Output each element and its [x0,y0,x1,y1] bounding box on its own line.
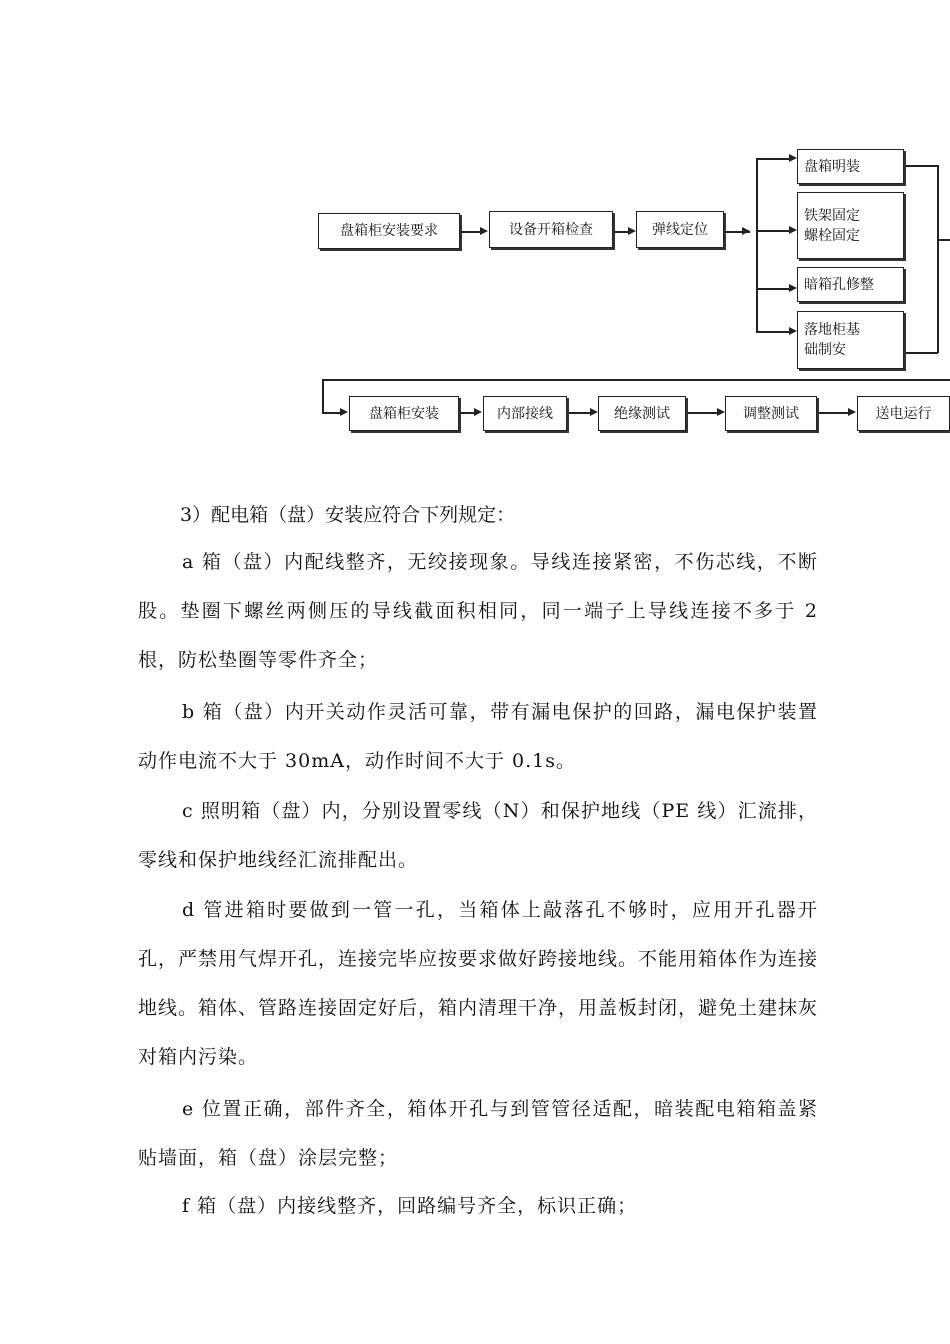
connector [322,412,340,414]
flow-branch-surface-mount: 盘箱明装 [797,149,904,184]
connector [756,230,790,232]
connector [461,412,475,414]
rule-e: e 位置正确，部件齐全，箱体开孔与到管管径适配，暗装配电箱箱盖紧贴墙面，箱（盘）涂层完整； [138,1098,818,1169]
arrow-head [789,327,797,335]
connector [569,412,591,414]
installation-flowchart [0,0,950,450]
rule-a: a 箱（盘）内配线整齐，无绞接现象。导线连接紧密，不伤芯线，不断股。垫圈下螺丝两侧压的导线截面积相同，同一端子上导线连接不多于 2 根，防松垫圈等零件齐全； [138,551,818,671]
arrow-head [628,227,636,235]
flow-step-internal-wiring: 内部接线 [483,396,567,431]
flow-step-adjustment-test: 调整测试 [725,396,817,431]
connector [688,412,718,414]
flow-step-requirements: 盘箱柜安装要求 [318,213,460,249]
section-heading: 3）配电箱（盘）安装应符合下列规定： [180,504,516,526]
rule-f: f 箱（盘）内接线整齐，回路编号齐全，标识正确； [182,1195,638,1217]
arrow-head [742,227,750,235]
connector [906,352,938,354]
flow-step-line-positioning: 弹线定位 [636,211,724,248]
rule-b: b 箱（盘）内开关动作灵活可靠，带有漏电保护的回路，漏电保护装置动作电流不大于 30mA，动作时间不大于 0.1s。 [138,701,818,772]
flow-branch-floor-cabinet-base: 落地柜基 础制安 [797,311,904,369]
arrow-head [474,408,482,416]
wrap-connector [322,379,324,413]
wrap-connector [322,379,950,381]
connector [906,165,938,167]
flow-branch-bracket-bolt-fix: 铁架固定 螺栓固定 [797,192,904,259]
flow-step-power-on: 送电运行 [857,396,950,431]
arrow-head [789,284,797,292]
flow-step-cabinet-install: 盘箱柜安装 [349,396,459,431]
arrow-head [590,408,598,416]
connector [756,331,790,333]
connector [937,239,950,241]
connector [461,231,481,233]
connector [819,412,849,414]
connector [756,288,790,290]
arrow-head [848,408,856,416]
flow-step-insulation-test: 绝缘测试 [598,396,686,431]
connector [756,158,790,160]
connector [615,231,629,233]
arrow-head [789,154,797,162]
arrow-head [789,226,797,234]
branch-bus [756,158,758,331]
arrow-head [480,227,488,235]
rule-c: c 照明箱（盘）内，分别设置零线（N）和保护地线（PE 线）汇流排，零线和保护地线经汇流排配出。 [138,800,818,871]
collector-bus [937,165,939,353]
flow-branch-recess-repair: 暗箱孔修整 [797,267,904,302]
rule-d: d 管进箱时要做到一管一孔，当箱体上敲落孔不够时，应用开孔器开孔，严禁用气焊开孔，连接完毕应按要求做好跨接地线。不能用箱体作为连接地线。箱体、管路连接固定好后，箱内清理干净，用盖板封闭，避免土建抹灰对箱内污染。 [138,899,819,1068]
flow-step-unpacking-check: 设备开箱检查 [489,211,613,248]
arrow-head [717,408,725,416]
arrow-head [340,408,348,416]
